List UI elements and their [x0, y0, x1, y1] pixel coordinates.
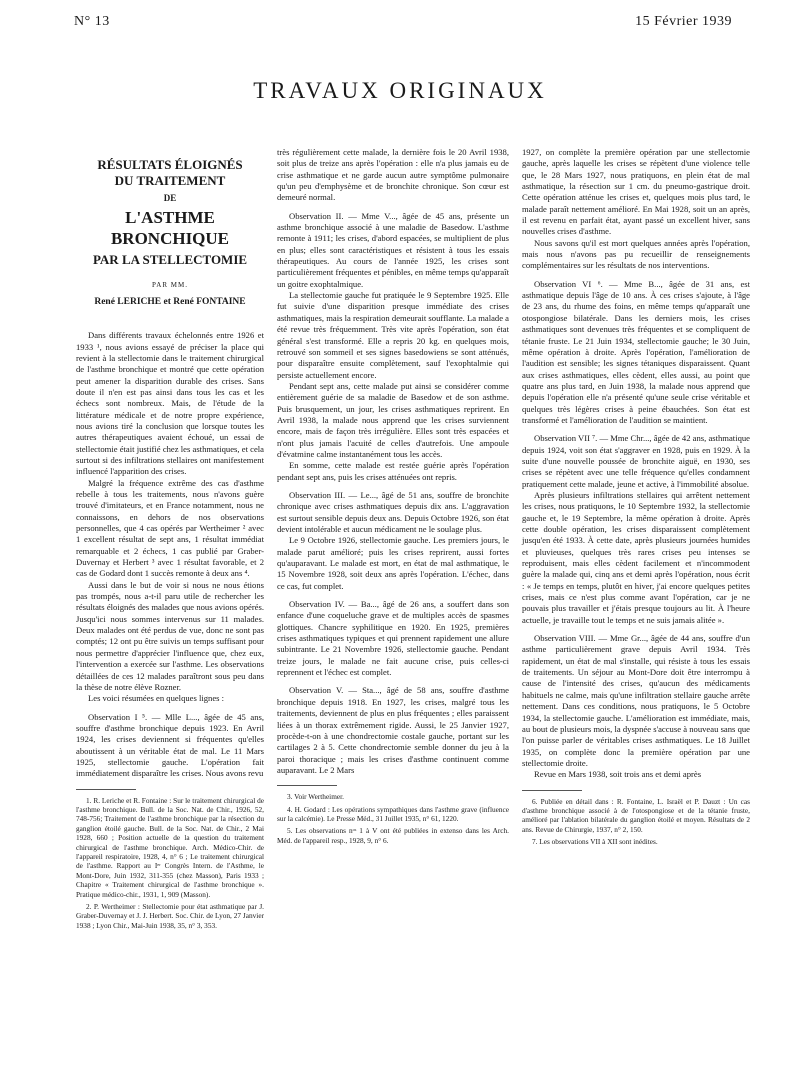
footnote-separator — [277, 785, 337, 786]
paragraph: Le 9 Octobre 1926, stellectomie gauche. Les premiers jours, le malade parut amélioré; puis les crises reprirent, aussi fortes qu'auparavant. Le malade est mort, en état de mal asthmatique, le 15 Novembre 1928, soit deux ans après l'opération. L'échec, dans ce cas, fut complet. — [277, 535, 509, 591]
authors: René LERICHE et René FONTAINE — [94, 296, 246, 307]
observation-paragraph: Observation III. — Le..., âgé de 51 ans, souffre de bronchite chronique avec crises asthmatiques depuis dix ans. L'aggravation est surtout sensible depuis deux ans. Depuis Octobre 1926, son état devient intolérable et aucun médicament ne le soulage plus. — [277, 489, 509, 534]
observation-paragraph: Observation V. — Sta..., âgé de 58 ans, souffre d'asthme bronchique depuis 1918. En 1927, les crises, malgré tous les traitements, deviennent de plus en plus fréquentes ; elles paraissent liées à un thorax extrêmement rigide. Aussi, le 25 Janvier 1927, procède-t-on à une chondrectomie costale gauche, portant sur les cartilages 2 à 5. Cette chondrectomie semble donner du jeu à la paroi thoracique ; mais les crises d'asthme continuent comme auparavant. Le 2 Mars — [277, 685, 509, 775]
title-line-5: PAR LA STELLECTOMIE — [92, 252, 248, 268]
issue-number: N° 13 — [74, 14, 110, 29]
column-1 — [76, 147, 264, 933]
observation-paragraph: Observation VI ⁶. — Mme B..., âgée de 31 ans, est asthmatique depuis l'âge de 10 ans. À ces crises s'ajoute, à l'âge de 23 ans, du rhume des foins, en même temps qu'apparaît une otospongiose bilatérale. Dans les derniers mois, les crises asthmatiques sont devenues très fréquentes et se compliquent de tétanie fruste. Le 21 Juin 1934, stellectomie gauche; le 30 Juin, même opération à droite. Après l'opération, l'amélioration de l'audition est sensible; les signes tétaniques disparaissent. Quant aux crises asthmatiques, elles cèdent, elles aussi, au point que quatre ans plus tard, en Juin 1938, la malade nous apprend que depuis l'opération elle n'a présenté qu'une seule crise véritable et quelques très légères crises à peine ébauchées. Son état est transformé et l'amélioration de l'audition se maintient. — [522, 278, 750, 425]
column-3 — [522, 147, 750, 850]
paragraph: Après plusieurs infiltrations stellaires qui arrêtent nettement les crises, nous pratiquons, le 10 Septembre 1932, la stellectomie gauche et, le 19 Septembre, la même opération à droite. Après cette double opération, les crises disparaissent complètement jusqu'en été 1933. À cette date, après plusieurs journées humides et pluvieuses, quelques très rares crises peu intenses se reproduisent, mais elles cèdent facilement et n'incommodent guère la malade qui, cinq ans et demi après l'opération, nous écrit : « Je temps en temps, plutôt en hiver, j'ai encore quelques petites crises, mais ce n'est plus comme avant l'opération, car je ne pouvais plus travailler et j'étais presque toujours au lit. À l'heure actuelle, je travaille tout le temps et ne suis jamais alitée ». — [522, 489, 750, 625]
footnotes — [277, 792, 509, 845]
footnotes — [76, 796, 264, 931]
paragraph: 1927, on complète la première opération par une stellectomie gauche, après laquelle les crises se répètent d'une violence telle que, le 28 Mars 1927, nous pratiquons, en plein état de mal asthmatique, la résection sur 1 cm. du pneumo-gastrique droit. Cette opération atténue les crises et, quelques mois plus tard, le malade paraît nettement amélioré. En Mai 1928, soit un an après, il est revenu en parfait état, ayant passé un excellent hiver, sans nouvelles crises d'asthme. — [522, 147, 750, 237]
column-2 — [277, 147, 509, 848]
footnotes — [522, 797, 750, 847]
paragraph: Les voici résumées en quelques lignes : — [88, 693, 225, 704]
footnote-separator — [76, 789, 136, 790]
title-line-2: DU TRAITEMENT — [114, 173, 226, 189]
par-label: PAR MM. — [152, 280, 188, 289]
paragraph: Malgré la fréquence extrême des cas d'asthme rebelle à tous les traitements, nous n'avons guère trouvé d'imitateurs, et en France notamment, nous ne connaissons, en dehors de nos observations personnelles, que 4 cas opérés par Wertheimer ² avec 1 excellent résultat de sept ans, 1 résultat immédiat remarquable et 2 échecs, 1 cas publié par Graber-Duvernay et Herbert ³ avec 1 résultat favorable, et 2 cas de Godard dont 1 succès remonte à deux ans ⁴. — [76, 477, 264, 579]
footnote: 2. P. Wertheimer : Stellectomie pour état asthmatique par J. Graber-Duvernay et J. J. Herbert. Soc. Chir. de Lyon, 27 Janvier 1938 ; Lyon Chir., Mai-Juin 1938, 35, n° 3, 353. — [76, 902, 264, 930]
footnote: 6. Publiée en détail dans : R. Fontaine, L. Israël et P. Dauzt : Un cas d'asthme bronchique associé à de l'otospongiose et de la tétanie fruste, amélioré par l'ablation bilatérale du ganglion étoilé et moyen. Résultats de 2 ans. Revue de Chirurgie, 1937, n° 2, 150. — [522, 796, 750, 834]
paragraph: En somme, cette malade est restée guérie après l'opération pendant sept ans, puis les crises atténuées ont repris. — [277, 460, 509, 482]
observation-paragraph: Observation VIII. — Mme Gr..., âgée de 44 ans, souffre d'un asthme particulièrement grave depuis Avril 1934. Très rapidement, un état de mal s'installe, qui résiste à tous les essais de traitements. Un séjour au Mont-Dore doit être interrompu à cause de l'intensité des crises, qu'aucun des médicaments habituels ne calme, mais qu'une infiltration stellaire gauche arrête nettement. Dans ces conditions, nous pratiquons, le 5 Octobre 1934, la stellectomie gauche. L'amélioration est immédiate, mais, au bout de plusieurs mois, la dyspnée s'accuse à nouveau sans que l'on puisse parler de véritables crises asthmatiques. Le 18 Juillet 1935, on complète donc la première opération par une stellectomie droite. — [522, 633, 750, 768]
paragraph: Pendant sept ans, cette malade put ainsi se considérer comme entièrement guérie de sa maladie de Basedow et de son asthme. Puis brusquement, un jour, les crises asthmatiques reprirent. En Avril 1938, la malade nous apprend que les crises surviennent encore, mais de façon très irrégulière. Elles sont très espacées et n'ont plus jamais l'acuité de celles d'autrefois. Une ampoule d'évatmine calme instantanément tous les accès. — [277, 380, 509, 459]
observation-paragraph: Observation I ⁵. — Mlle L..., âgée de 45 ans, souffre d'asthme bronchique depuis 1923. En Avril 1924, les crises deviennent si fréquentes qu'elles aboutissent à un véritable état de mal. Le 11 Mars 1925, stellectomie gauche. L'opération fait immédiatement disparaître les crises. Nous avons revu — [76, 711, 264, 779]
paragraph: Dans différents travaux échelonnés entre 1926 et 1933 ¹, nous avions essayé de préciser la place qui revient à la stellectomie dans le traitement chirurgical de l'asthme bronchique et montré que cette opération peut amener la disparition durable des crises. Sans doute il n'en est pas ainsi dans tous les cas et les échecs sont nombreux. Mais, de l'étude de la littérature médicale et de notre propre expérience, nous avions tiré la conclusion que lorsque toutes les autres thérapeutiques avaient échoué, un essai de stellectomie était justifié chez les asthmatiques, et cela surtout si des infiltrations stellaires ont manifestement influencé l'apparition des crises. — [76, 330, 264, 477]
issue-date: 15 Février 1939 — [635, 14, 732, 29]
paragraph: Nous savons qu'il est mort quelques années après l'opération, mais nous n'avons pas pu recueillir de renseignements complémentaires sur les résultats de nos interventions. — [522, 237, 750, 271]
article-title — [76, 157, 264, 269]
footnote: 4. H. Godard : Les opérations sympathiques dans l'asthme grave (influence sur la calcémie). Le Presse Méd., 31 Juillet 1935, n° 61, 1220. — [277, 804, 509, 824]
paragraph: La stellectomie gauche fut pratiquée le 9 Septembre 1925. Elle fut suivie d'une disparition presque immédiate des crises asthmatiques, mais la respiration demeurait soufflante. La malade a été revue très fréquemment. Très vite après l'opération, son état général s'est transformé. Elle a repris 20 kg. en quelques mois, retrouvé son sommeil et ses signes basedowiens se sont atténués, pour disparaître ensuite complètement, sauf l'exophtalmie qui persiste actuellement encore. — [277, 290, 509, 380]
observation-paragraph: Observation IV. — Ba..., âgé de 26 ans, a souffert dans son enfance d'une coqueluche grave et de multiples accès de spasmes glottiques. Chancre syphilitique en 1920. En 1925, premières crises asthmatiques typiques et qui prennent rapidement une allure subintrante. Le 21 Novembre 1926, stellectomie gauche. Pendant treize jours, le malade ne fait aucune crise, puis celles-ci reprennent et l'échec est complet. — [277, 599, 509, 678]
footnote: 5. Les observations nᵒˢ 1 à V ont été publiées in extenso dans les Arch. Méd. de l'appareil resp., 1928, 9, n° 6. — [277, 826, 509, 845]
observation-paragraph: Observation VII ⁷. — Mme Chr..., âgée de 42 ans, asthmatique depuis 1924, voit son état s'aggraver en 1928, puis en 1929. À la suite d'une nouvelle poussée de bronchite aiguë, en 1930, ses crises se répètent avec une telle fréquence qu'elles condamnent pratiquement cette malade, jeune et active, à l'immobilité absolue. — [522, 433, 750, 489]
title-line-3: DE — [163, 192, 177, 203]
observation-paragraph: Observation II. — Mme V..., âgée de 45 ans, présente un asthme bronchique associé à une maladie de Basedow. L'asthme remonte à 1911; les crises, d'abord espacées, se multiplient de plus en plus; elles sont caractéristiques et résistent à tous les essais thérapeutiques. Au cours de l'année 1925, les crises sont particulièrement fréquentes et pénibles, en même temps qu'apparaît un goitre exophtalmique. — [277, 210, 509, 289]
title-line-4: L'ASTHME BRONCHIQUE — [110, 207, 230, 248]
footnote: 7. Les observations VII à XII sont inédites. — [532, 837, 658, 847]
paragraph: Aussi dans le but de voir si nous ne nous étions pas trompés, nous a-t-il paru utile de rechercher les résultats éloignés des malades que nous avions opérés. Jusqu'ici nous sommes intervenus sur 11 malades. Deux malades ont été perdus de vue, donc ne sont pas comptés; 12 ont pu être suivis un temps suffisant pour nous permettre d'apprécier l'influence que, chez eux, l'intervention a exercée sur l'asthme. Les observations détaillées de ces 12 malades paraîtront sous peu dans la thèse de notre élève Rozner. — [76, 579, 264, 692]
footnote-separator — [522, 790, 582, 791]
footnote: 3. Voir Wertheimer. — [287, 792, 344, 802]
footnote: 1. R. Leriche et R. Fontaine : Sur le traitement chirurgical de l'asthme bronchique. Bull. de la Soc. Nat. de Chir., 1926, 52, 748-756; Traitement de l'asthme bronchique par la résection du ganglion étoilé gauche. Bull. de la Soc. Nat. de Chir., 2 Mai 1928, 660 ; Position actuelle de la question du traitement chirurgical de l'asthme bronchique. Arch. Médico-Chir. de l'appareil respiratoire, 1928, 4, n° 6 ; Le traitement chirurgical de l'asthme. Rapport au Iᵉʳ Congrès Intern. de l'Asthme, le Mont-Dore, Juin 1932, 311-355 (chez Masson), Paris 1933 ; Chapitre « Traitement chirurgical de l'asthme bronchique ». Pratique médico-chir., 1931, 1, 909 (Masson). — [76, 795, 264, 899]
section-title: TRAVAUX ORIGINAUX — [253, 78, 547, 103]
paragraph: Revue en Mars 1938, soit trois ans et demi après — [534, 769, 702, 780]
title-line-1: RÉSULTATS ÉLOIGNÉS — [97, 157, 243, 172]
paragraph: très régulièrement cette malade, la dernière fois le 20 Avril 1938, soit plus de treize ans après l'opération : elle n'a plus jamais eu de crise asthmatique et ne garde aucun autre symptôme pulmonaire qu'un peu d'emphysème et de bronchite chronique. Son cœur est demeuré normal. — [277, 147, 509, 203]
